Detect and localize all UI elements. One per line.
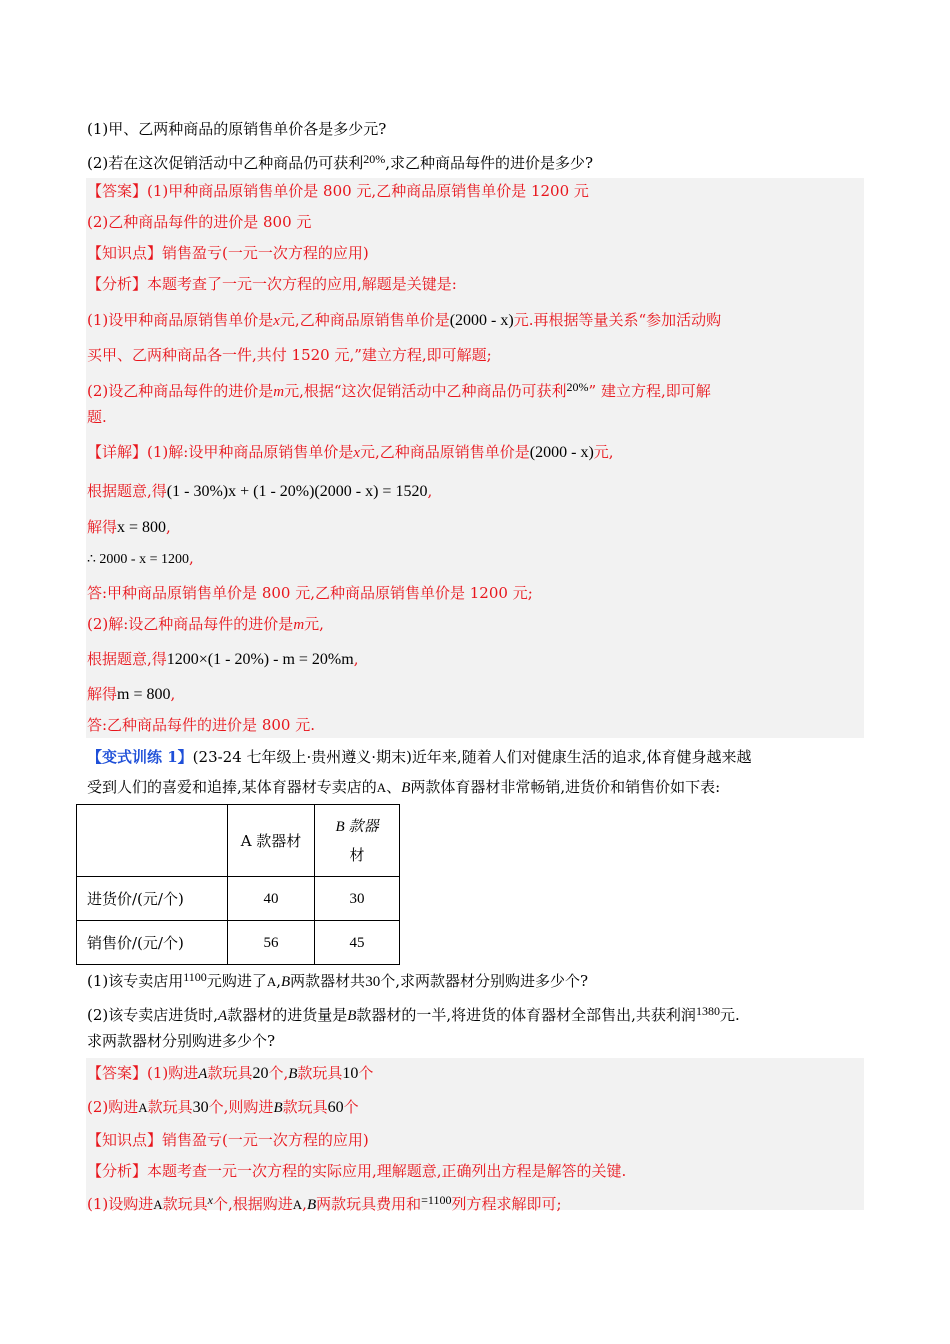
analysis-line: [87, 273, 457, 295]
solution-3-suffix: ,: [170, 685, 176, 703]
knowledge-point-tag: 【知识点】: [87, 244, 163, 262]
solution-1-prefix: 解得: [87, 518, 118, 536]
variant-tag: 【变式训练 1】: [87, 748, 193, 766]
table-header-b: [315, 805, 400, 877]
a1-a: (1)购进: [147, 1064, 199, 1082]
an2-1-d: ,: [302, 1195, 307, 1213]
var-m: m: [293, 617, 305, 633]
a2-b: 款玩具: [147, 1098, 193, 1116]
table-header-a: [228, 805, 315, 877]
solution-line-2: [87, 547, 194, 571]
variant-line-1: [87, 746, 751, 768]
an2-1-a: (1)设购进: [87, 1195, 154, 1213]
analysis-step-2-cont: [87, 406, 107, 428]
analysis-step-1-c: 元.再根据等量关系“参加活动购: [513, 311, 722, 329]
table-cell: 40: [228, 877, 315, 921]
table-header-b-text-2: 材: [349, 846, 365, 864]
variant-question-1: [87, 966, 588, 993]
conclusion-line-1: [87, 582, 533, 604]
a2-d: 款玩具: [282, 1098, 328, 1116]
variant-text-1: (23-24 七年级上·贵州遵义·期末)近年来,随着人们对健康生活的追求,体育健身越来越: [192, 748, 752, 766]
detail-2-a: (2)解:设乙种商品每件的进价是: [87, 615, 294, 633]
detail-1-c: 元,: [593, 443, 614, 461]
solution-line-3: [87, 683, 175, 706]
label-A: A: [266, 974, 277, 989]
analysis2-step-1: [87, 1189, 562, 1216]
analysis-step-2-c: ” 建立方程,即可解: [588, 382, 711, 400]
solution-1-suffix: ,: [166, 518, 171, 536]
vq1-e: 个,求两款器材分别购进多少个?: [380, 972, 588, 990]
table-cell: 56: [228, 921, 315, 965]
a1-count-a: 20: [252, 1065, 269, 1082]
table-cell: 45: [315, 921, 400, 965]
expr-2000-minus-x: (2000 - x): [449, 312, 514, 329]
table-cell: 30: [315, 877, 400, 921]
question-2-percent: 20%: [363, 152, 386, 166]
knowledge-point-text: 销售盈亏(一元一次方程的应用): [162, 1131, 369, 1149]
answer-tag: 【答案】: [87, 1064, 148, 1082]
label-B: B: [306, 1197, 317, 1213]
an2-1-e: 两款玩具费用和: [316, 1195, 422, 1213]
question-1: [87, 118, 386, 140]
analysis-percent: 20%: [566, 380, 589, 394]
equation-1-suffix: ,: [427, 482, 433, 500]
an2-1-b: 款玩具: [162, 1195, 208, 1213]
detail-line-1: [87, 441, 614, 464]
table-row: [77, 877, 400, 921]
an2-1-c: 个,根据购进: [212, 1195, 293, 1213]
a2-count-a: 30: [192, 1099, 209, 1116]
analysis-step-1-cont: [87, 344, 492, 366]
label-A: A: [198, 1066, 208, 1082]
var-x: x: [207, 1193, 213, 1207]
detail-2-b: 元,: [304, 615, 324, 633]
analysis-tag: 【分析】: [87, 275, 148, 293]
vq2-c: 款器材的一半,将进货的体育器材全部售出,共获利润: [356, 1006, 696, 1024]
label-B: B: [347, 1008, 357, 1024]
analysis-step-1: [87, 309, 721, 332]
question-2-text-a: (2)若在这次促销活动中乙种商品仍可获利: [87, 154, 364, 172]
an2-1-equation: =1100: [421, 1193, 452, 1207]
knowledge-point-line-2: [87, 1129, 369, 1151]
variant-text-2b: 两款体育器材非常畅销,进货价和销售价如下表:: [410, 778, 721, 796]
vq1-c: ,: [276, 972, 281, 990]
price-table: [76, 804, 400, 965]
a2-c: 个,则购进: [208, 1098, 274, 1116]
answer-tag: 【答案】: [87, 182, 148, 200]
variant-question-2: [87, 1000, 740, 1027]
a1-d: 款玩具: [297, 1064, 343, 1082]
expr-2000-minus-x: (2000 - x): [529, 444, 594, 461]
solution-3: m = 800: [117, 686, 171, 703]
answer-text-2: (2)乙种商品每件的进价是 800 元: [87, 213, 312, 231]
analysis-step-1-d: 买甲、乙两种商品各一件,共付 1520 元,”建立方程,即可解题;: [87, 346, 492, 364]
analysis-step-2-d: 题.: [87, 408, 107, 426]
answer-line-1: [87, 180, 589, 202]
knowledge-point-tag: 【知识点】: [87, 1131, 163, 1149]
a1-c: 个,: [268, 1064, 289, 1082]
equation-line-1: [87, 480, 432, 503]
analysis-tag: 【分析】: [87, 1162, 148, 1180]
equation-line-2: [87, 648, 358, 671]
table-row: [77, 921, 400, 965]
a1-count-b: 10: [342, 1065, 359, 1082]
detail-tag: 【详解】: [87, 443, 148, 461]
a2-count-b: 60: [327, 1099, 344, 1116]
vq2-d: 元.: [719, 1006, 740, 1024]
var-m: m: [273, 384, 285, 400]
detail-line-2: [87, 613, 324, 636]
a2-a: (2)购进: [87, 1098, 139, 1116]
table-corner-cell: [77, 805, 228, 877]
vq2-profit: 1380: [695, 1004, 720, 1018]
vq2-b: 款器材的进货量是: [227, 1006, 348, 1024]
label-A: A: [138, 1100, 148, 1115]
question-1-text: (1)甲、乙两种商品的原销售单价各是多少元?: [87, 120, 387, 138]
label-A: A: [153, 1197, 163, 1212]
table-header-a-text: A 款器材: [240, 831, 302, 850]
solution-1: x = 800: [117, 519, 167, 536]
analysis-line-2: [87, 1160, 626, 1182]
label-B: B: [273, 1100, 283, 1116]
knowledge-point-line: [87, 242, 369, 264]
analysis-step-2-b: 元,根据“这次促销活动中乙种商品仍可获利: [284, 382, 567, 400]
vq2-e: 求两款器材分别购进多少个?: [87, 1032, 276, 1050]
analysis-step-2: [87, 376, 711, 403]
an2-1-f: 列方程求解即可;: [451, 1195, 562, 1213]
detail-1-a: (1)解:设甲种商品原销售单价是: [147, 443, 354, 461]
vq1-amount: 1100: [183, 970, 207, 984]
solution-2-suffix: ,: [188, 549, 194, 567]
variant-sep: 、: [386, 778, 402, 796]
label-A: A: [292, 1197, 303, 1212]
variant-question-2-cont: [87, 1030, 275, 1052]
analysis-step-1-b: 元,乙种商品原销售单价是: [279, 311, 450, 329]
conclusion-2: 答:乙种商品每件的进价是 800 元.: [87, 716, 315, 734]
solution-line-1: [87, 516, 171, 539]
equation-2-prefix: 根据题意,得: [87, 650, 167, 668]
var-x: x: [273, 313, 280, 329]
variant-line-2: [87, 776, 720, 799]
answer-text-1: (1)甲种商品原销售单价是 800 元,乙种商品原销售单价是 1200 元: [147, 182, 589, 200]
vq1-b: 元购进了: [206, 972, 267, 990]
label-A: A: [218, 1008, 228, 1024]
conclusion-line-2: [87, 714, 315, 736]
label-A: A: [376, 780, 387, 795]
detail-1-b: 元,乙种商品原销售单价是: [360, 443, 530, 461]
equation-1: (1 - 30%)x + (1 - 20%)(2000 - x) = 1520: [166, 483, 428, 500]
answer-line-2: [87, 211, 311, 233]
conclusion-1: 答:甲种商品原销售单价是 800 元,乙种商品原销售单价是 1200 元;: [87, 584, 533, 602]
table-header-b-text: B 款器: [335, 819, 379, 835]
label-B: B: [401, 780, 411, 796]
vq1-count: 30: [365, 974, 381, 990]
a1-e: 个: [358, 1064, 374, 1082]
vq2-a: (2)该专卖店进货时,: [87, 1006, 219, 1024]
var-x: x: [353, 445, 360, 461]
analysis-step-2-a: (2)设乙种商品每件的进价是: [87, 382, 274, 400]
equation-2-suffix: ,: [353, 650, 359, 668]
question-2: [87, 148, 593, 174]
variant-text-2a: 受到人们的喜爱和追捧,某体育器材专卖店的: [87, 778, 377, 796]
solution-2: ∴ 2000 - x = 1200: [87, 552, 189, 567]
knowledge-point-text: 销售盈亏(一元一次方程的应用): [162, 244, 369, 262]
answer2-line-1: [87, 1062, 373, 1085]
solution-3-prefix: 解得: [87, 685, 118, 703]
equation-2: 1200×(1 - 20%) - m = 20%m: [166, 651, 354, 668]
label-B: B: [281, 974, 291, 990]
table-row-label: 销售价/(元/个): [77, 921, 228, 965]
analysis-text: 本题考查一元一次方程的实际应用,理解题意,正确列出方程是解答的关键.: [147, 1162, 627, 1180]
vq1-d: 两款器材共: [290, 972, 366, 990]
analysis-text: 本题考查了一元一次方程的应用,解题是关键是:: [147, 275, 457, 293]
label-B: B: [288, 1066, 298, 1082]
table-row-label: 进货价/(元/个): [77, 877, 228, 921]
a1-b: 款玩具: [207, 1064, 253, 1082]
question-2-text-b: ,求乙种商品每件的进价是多少?: [385, 154, 594, 172]
table-header-row: [77, 805, 400, 877]
analysis-step-1-a: (1)设甲种商品原销售单价是: [87, 311, 274, 329]
answer2-line-2: [87, 1096, 359, 1119]
a2-e: 个: [343, 1098, 359, 1116]
equation-1-prefix: 根据题意,得: [87, 482, 167, 500]
vq1-a: (1)该专卖店用: [87, 972, 184, 990]
